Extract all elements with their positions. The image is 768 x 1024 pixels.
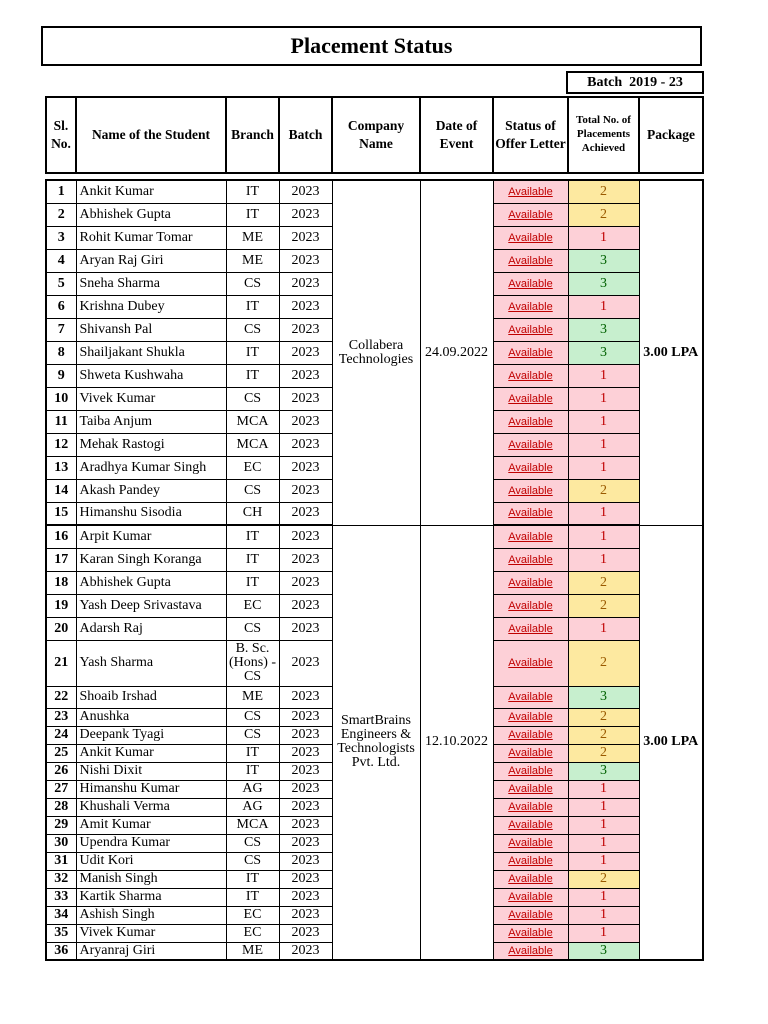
placements-count: 1 [568, 295, 639, 318]
student-name: Mehak Rastogi [76, 433, 226, 456]
offer-status-cell [493, 364, 568, 387]
batch-cell: 2023 [279, 640, 332, 686]
placements-count: 2 [568, 708, 639, 726]
branch-cell: IT [226, 525, 279, 548]
batch-cell: 2023 [279, 249, 332, 272]
branch-cell: EC [226, 924, 279, 942]
student-name: Shoaib Irshad [76, 686, 226, 708]
offer-letter-link[interactable]: Available [508, 873, 553, 885]
placements-count: 2 [568, 594, 639, 617]
student-name: Shweta Kushwaha [76, 364, 226, 387]
serial-number: 32 [46, 870, 76, 888]
batch-cell: 2023 [279, 708, 332, 726]
header-date-of-event: Date of Event [420, 97, 493, 173]
student-name: Vivek Kumar [76, 387, 226, 410]
serial-number: 17 [46, 548, 76, 571]
serial-number: 26 [46, 762, 76, 780]
placements-count: 1 [568, 888, 639, 906]
student-name: Kartik Sharma [76, 888, 226, 906]
student-name: Aryanraj Giri [76, 942, 226, 960]
offer-status-cell [493, 834, 568, 852]
batch-cell: 2023 [279, 410, 332, 433]
offer-status-cell [493, 744, 568, 762]
branch-cell: CS [226, 387, 279, 410]
offer-letter-link[interactable]: Available [508, 783, 553, 795]
placements-count: 1 [568, 433, 639, 456]
placements-count: 2 [568, 203, 639, 226]
branch-cell: CS [226, 479, 279, 502]
serial-number: 36 [46, 942, 76, 960]
serial-number: 7 [46, 318, 76, 341]
batch-cell: 2023 [279, 180, 332, 203]
offer-status-cell [493, 525, 568, 548]
placements-count: 1 [568, 780, 639, 798]
batch-cell: 2023 [279, 852, 332, 870]
offer-letter-link[interactable]: Available [508, 185, 553, 198]
serial-number: 34 [46, 906, 76, 924]
offer-status-cell [493, 686, 568, 708]
placements-count: 2 [568, 479, 639, 502]
serial-number: 14 [46, 479, 76, 502]
header-total-placements: Total No. of Placements Achieved [568, 97, 639, 173]
placements-count: 1 [568, 924, 639, 942]
branch-cell: ME [226, 686, 279, 708]
student-name: Anushka [76, 708, 226, 726]
offer-status-cell [493, 341, 568, 364]
offer-status-cell [493, 180, 568, 203]
batch-label: Batch 2019 - 23 [566, 71, 704, 94]
offer-status-cell [493, 456, 568, 479]
offer-letter-link[interactable]: Available [508, 855, 553, 867]
serial-number: 1 [46, 180, 76, 203]
placements-count: 3 [568, 318, 639, 341]
branch-cell: ME [226, 942, 279, 960]
offer-letter-link[interactable]: Available [508, 819, 553, 831]
batch-cell: 2023 [279, 924, 332, 942]
offer-status-cell [493, 318, 568, 341]
batch-cell: 2023 [279, 295, 332, 318]
student-name: Vivek Kumar [76, 924, 226, 942]
student-name: Amit Kumar [76, 816, 226, 834]
placements-count: 1 [568, 456, 639, 479]
branch-cell: EC [226, 906, 279, 924]
branch-cell: IT [226, 180, 279, 203]
student-name: Nishi Dixit [76, 762, 226, 780]
student-name: Abhishek Gupta [76, 571, 226, 594]
offer-letter-link[interactable]: Available [508, 747, 553, 759]
offer-letter-link[interactable]: Available [508, 927, 553, 939]
placements-count: 3 [568, 686, 639, 708]
branch-cell: IT [226, 870, 279, 888]
offer-letter-link[interactable]: Available [508, 909, 553, 921]
student-name: Upendra Kumar [76, 834, 226, 852]
offer-status-cell [493, 906, 568, 924]
header-package: Package [639, 97, 703, 173]
offer-status-cell [493, 798, 568, 816]
branch-cell: IT [226, 295, 279, 318]
student-name: Ankit Kumar [76, 744, 226, 762]
serial-number: 3 [46, 226, 76, 249]
offer-status-cell [493, 387, 568, 410]
branch-cell: IT [226, 888, 279, 906]
offer-letter-link[interactable]: Available [508, 622, 553, 635]
branch-cell: B. Sc. (Hons) - CS [226, 640, 279, 686]
placements-count: 2 [568, 870, 639, 888]
student-name: Deepank Tyagi [76, 726, 226, 744]
offer-letter-link[interactable]: Available [508, 438, 553, 451]
batch-cell: 2023 [279, 525, 332, 548]
offer-letter-link[interactable]: Available [508, 507, 553, 520]
placements-count: 1 [568, 387, 639, 410]
batch-cell: 2023 [279, 744, 332, 762]
offer-letter-link[interactable]: Available [508, 691, 553, 703]
batch-cell: 2023 [279, 780, 332, 798]
offer-letter-link[interactable]: Available [508, 323, 553, 336]
offer-status-cell [493, 272, 568, 295]
batch-cell: 2023 [279, 870, 332, 888]
page-title: Placement Status [41, 26, 702, 66]
serial-number: 15 [46, 502, 76, 525]
event-date: 12.10.2022 [420, 525, 493, 960]
branch-cell: CS [226, 726, 279, 744]
serial-number: 35 [46, 924, 76, 942]
serial-number: 22 [46, 686, 76, 708]
offer-letter-link[interactable]: Available [508, 801, 553, 813]
offer-status-cell [493, 726, 568, 744]
header-sl-no: Sl. No. [46, 97, 76, 173]
batch-cell: 2023 [279, 816, 332, 834]
batch-cell: 2023 [279, 318, 332, 341]
offer-letter-link[interactable]: Available [508, 576, 553, 589]
student-name: Arpit Kumar [76, 525, 226, 548]
batch-cell: 2023 [279, 272, 332, 295]
offer-status-cell [493, 410, 568, 433]
student-name: Aradhya Kumar Singh [76, 456, 226, 479]
offer-letter-link[interactable]: Available [508, 231, 553, 244]
offer-letter-link[interactable]: Available [508, 277, 553, 290]
company-name: Collabera Technologies [332, 180, 420, 525]
placements-count: 1 [568, 525, 639, 548]
student-name: Akash Pandey [76, 479, 226, 502]
placements-count: 3 [568, 762, 639, 780]
student-name: Abhishek Gupta [76, 203, 226, 226]
student-name: Rohit Kumar Tomar [76, 226, 226, 249]
branch-cell: IT [226, 203, 279, 226]
offer-letter-link[interactable]: Available [508, 530, 553, 543]
offer-letter-link[interactable]: Available [508, 415, 553, 428]
serial-number: 31 [46, 852, 76, 870]
offer-status-cell [493, 249, 568, 272]
branch-cell: CS [226, 834, 279, 852]
branch-cell: MCA [226, 816, 279, 834]
batch-cell: 2023 [279, 364, 332, 387]
student-name: Karan Singh Koranga [76, 548, 226, 571]
offer-status-cell [493, 780, 568, 798]
batch-cell: 2023 [279, 594, 332, 617]
branch-cell: IT [226, 548, 279, 571]
serial-number: 28 [46, 798, 76, 816]
offer-letter-link[interactable]: Available [508, 208, 553, 221]
offer-letter-link[interactable]: Available [508, 944, 553, 957]
offer-letter-link[interactable]: Available [508, 599, 553, 612]
branch-cell: CS [226, 318, 279, 341]
offer-letter-link[interactable]: Available [508, 392, 553, 405]
serial-number: 21 [46, 640, 76, 686]
offer-letter-link[interactable]: Available [508, 346, 553, 359]
table-row [46, 525, 703, 548]
serial-number: 20 [46, 617, 76, 640]
batch-cell: 2023 [279, 571, 332, 594]
batch-cell: 2023 [279, 617, 332, 640]
batch-cell: 2023 [279, 834, 332, 852]
batch-cell: 2023 [279, 906, 332, 924]
placements-count: 1 [568, 617, 639, 640]
branch-cell: EC [226, 456, 279, 479]
offer-letter-link[interactable]: Available [508, 891, 553, 903]
placements-count: 1 [568, 502, 639, 525]
branch-cell: IT [226, 364, 279, 387]
branch-cell: AG [226, 780, 279, 798]
offer-letter-link[interactable]: Available [508, 657, 553, 669]
offer-status-cell [493, 870, 568, 888]
branch-cell: CH [226, 502, 279, 525]
header-batch: Batch [279, 97, 332, 173]
serial-number: 9 [46, 364, 76, 387]
serial-number: 24 [46, 726, 76, 744]
placements-count: 1 [568, 906, 639, 924]
placements-count: 2 [568, 180, 639, 203]
student-name: Udit Kori [76, 852, 226, 870]
serial-number: 8 [46, 341, 76, 364]
serial-number: 18 [46, 571, 76, 594]
serial-number: 27 [46, 780, 76, 798]
offer-status-cell [493, 816, 568, 834]
offer-status-cell [493, 942, 568, 960]
student-name: Ankit Kumar [76, 180, 226, 203]
serial-number: 19 [46, 594, 76, 617]
serial-number: 2 [46, 203, 76, 226]
table-row [46, 180, 703, 203]
student-name: Aryan Raj Giri [76, 249, 226, 272]
serial-number: 29 [46, 816, 76, 834]
serial-number: 13 [46, 456, 76, 479]
batch-cell: 2023 [279, 726, 332, 744]
offer-status-cell [493, 502, 568, 525]
batch-cell: 2023 [279, 479, 332, 502]
offer-status-cell [493, 571, 568, 594]
branch-cell: MCA [226, 433, 279, 456]
serial-number: 33 [46, 888, 76, 906]
student-name: Himanshu Kumar [76, 780, 226, 798]
serial-number: 6 [46, 295, 76, 318]
batch-cell: 2023 [279, 456, 332, 479]
batch-cell: 2023 [279, 226, 332, 249]
branch-cell: CS [226, 272, 279, 295]
placements-count: 2 [568, 640, 639, 686]
offer-status-cell [493, 762, 568, 780]
branch-cell: ME [226, 249, 279, 272]
serial-number: 25 [46, 744, 76, 762]
student-name: Shivansh Pal [76, 318, 226, 341]
batch-cell: 2023 [279, 502, 332, 525]
placements-count: 1 [568, 816, 639, 834]
package-value: 3.00 LPA [639, 525, 703, 960]
branch-cell: AG [226, 798, 279, 816]
student-name: Sneha Sharma [76, 272, 226, 295]
batch-cell: 2023 [279, 686, 332, 708]
branch-cell: IT [226, 762, 279, 780]
offer-status-cell [493, 226, 568, 249]
package-value: 3.00 LPA [639, 180, 703, 525]
placements-count: 1 [568, 852, 639, 870]
batch-cell: 2023 [279, 387, 332, 410]
company-name: SmartBrains Engineers & Technologists Pvt. Ltd. [332, 525, 420, 960]
student-name: Ashish Singh [76, 906, 226, 924]
student-name: Krishna Dubey [76, 295, 226, 318]
branch-cell: IT [226, 744, 279, 762]
offer-status-cell [493, 708, 568, 726]
offer-status-cell [493, 594, 568, 617]
offer-letter-link[interactable]: Available [508, 254, 553, 267]
batch-cell: 2023 [279, 798, 332, 816]
batch-cell: 2023 [279, 548, 332, 571]
offer-status-cell [493, 433, 568, 456]
offer-status-cell [493, 640, 568, 686]
header-branch: Branch [226, 97, 279, 173]
offer-status-cell [493, 479, 568, 502]
branch-cell: CS [226, 852, 279, 870]
serial-number: 5 [46, 272, 76, 295]
offer-letter-link[interactable]: Available [508, 837, 553, 849]
placements-count: 1 [568, 798, 639, 816]
batch-cell: 2023 [279, 341, 332, 364]
offer-status-cell [493, 888, 568, 906]
student-name: Adarsh Raj [76, 617, 226, 640]
placements-count: 3 [568, 272, 639, 295]
placements-count: 1 [568, 548, 639, 571]
branch-cell: IT [226, 341, 279, 364]
placements-count: 2 [568, 571, 639, 594]
placements-count: 1 [568, 226, 639, 249]
branch-cell: CS [226, 617, 279, 640]
serial-number: 16 [46, 525, 76, 548]
batch-cell: 2023 [279, 942, 332, 960]
serial-number: 10 [46, 387, 76, 410]
offer-status-cell [493, 924, 568, 942]
placements-count: 3 [568, 942, 639, 960]
placements-count: 3 [568, 341, 639, 364]
offer-status-cell [493, 852, 568, 870]
event-date: 24.09.2022 [420, 180, 493, 525]
offer-letter-link[interactable]: Available [508, 484, 553, 497]
student-name: Shailjakant Shukla [76, 341, 226, 364]
table-header [45, 96, 704, 174]
header-offer-status: Status of Offer Letter [493, 97, 568, 173]
placements-count: 2 [568, 744, 639, 762]
student-name: Manish Singh [76, 870, 226, 888]
offer-status-cell [493, 548, 568, 571]
placement-table [45, 179, 704, 961]
branch-cell: MCA [226, 410, 279, 433]
student-name: Yash Sharma [76, 640, 226, 686]
offer-letter-link[interactable]: Available [508, 711, 553, 723]
serial-number: 30 [46, 834, 76, 852]
branch-cell: ME [226, 226, 279, 249]
offer-status-cell [493, 617, 568, 640]
branch-cell: IT [226, 571, 279, 594]
header-company-name: Company Name [332, 97, 420, 173]
offer-letter-link[interactable]: Available [508, 369, 553, 382]
batch-cell: 2023 [279, 888, 332, 906]
offer-status-cell [493, 295, 568, 318]
offer-letter-link[interactable]: Available [508, 729, 553, 741]
serial-number: 11 [46, 410, 76, 433]
placements-count: 1 [568, 834, 639, 852]
placements-count: 2 [568, 726, 639, 744]
offer-letter-link[interactable]: Available [508, 300, 553, 313]
offer-letter-link[interactable]: Available [508, 553, 553, 566]
student-name: Himanshu Sisodia [76, 502, 226, 525]
student-name: Khushali Verma [76, 798, 226, 816]
placements-count: 1 [568, 364, 639, 387]
batch-cell: 2023 [279, 203, 332, 226]
header-student-name: Name of the Student [76, 97, 226, 173]
serial-number: 23 [46, 708, 76, 726]
serial-number: 4 [46, 249, 76, 272]
branch-cell: CS [226, 708, 279, 726]
student-name: Yash Deep Srivastava [76, 594, 226, 617]
student-name: Taiba Anjum [76, 410, 226, 433]
branch-cell: EC [226, 594, 279, 617]
serial-number: 12 [46, 433, 76, 456]
placements-count: 1 [568, 410, 639, 433]
offer-letter-link[interactable]: Available [508, 461, 553, 474]
batch-cell: 2023 [279, 762, 332, 780]
placements-count: 3 [568, 249, 639, 272]
offer-status-cell [493, 203, 568, 226]
offer-letter-link[interactable]: Available [508, 765, 553, 777]
batch-cell: 2023 [279, 433, 332, 456]
